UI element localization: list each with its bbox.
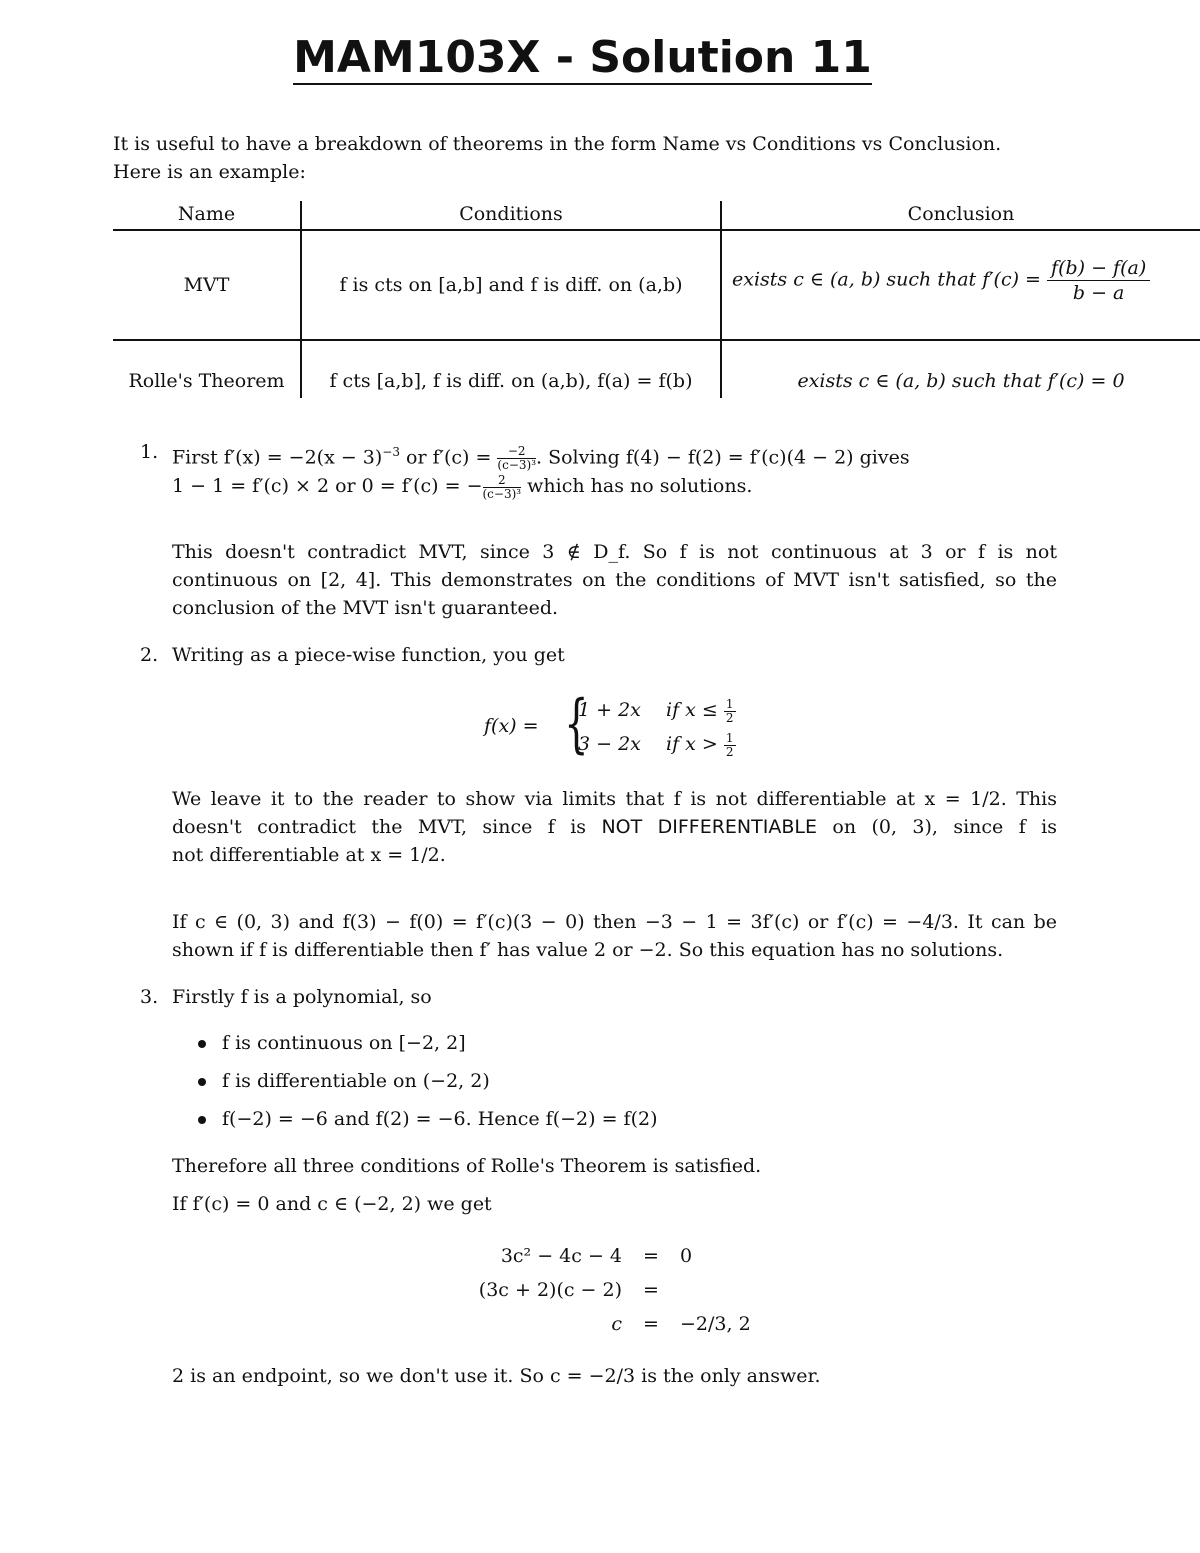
item-2-intro: Writing as a piece-wise function, you get [172, 644, 565, 666]
bullet-icon [198, 1040, 206, 1048]
emphasis-text: NOT DIFFERENTIABLE [601, 816, 817, 838]
mvt-fraction-numerator: f(b) − f(a) [1047, 256, 1150, 281]
table-header-conditions: Conditions [459, 203, 563, 225]
bullet-icon [198, 1078, 206, 1086]
item-2-para-2-line-2: shown if f is differentiable then f′ has value 2 or −2. So this equation has no solutions. [172, 939, 1004, 961]
table-cell-name: MVT [183, 274, 230, 296]
table-rule [113, 339, 1200, 341]
list-item: f is differentiable on (−2, 2) [222, 1070, 490, 1092]
text-run: . Solving f(4) − f(2) = f′(c)(4 − 2) gives [536, 446, 910, 469]
item-3-intro: Firstly f is a polynomial, so [172, 986, 432, 1008]
equation-operator: = [643, 1313, 659, 1335]
equation-lhs: c [611, 1313, 622, 1335]
inline-fraction [497, 445, 536, 472]
item-3-final: 2 is an endpoint, so we don't use it. So c = −2/3 is the only answer. [172, 1365, 821, 1387]
page-title: MAM103X - Solution 11 [293, 32, 872, 83]
text-run: or f′(c) = [400, 446, 498, 469]
text-run: which has no solutions. [521, 475, 753, 497]
inline-fraction [483, 474, 522, 501]
list-number: 1. [140, 441, 159, 463]
piecewise-cond-1 [666, 696, 736, 725]
list-item: f is continuous on [−2, 2] [222, 1032, 466, 1054]
equation-lhs: (3c + 2)(c − 2) [478, 1279, 622, 1301]
equation-operator: = [643, 1245, 659, 1267]
piecewise-cond-2 [666, 730, 736, 759]
equation-rhs: 0 [680, 1245, 693, 1267]
table-header-conclusion: Conclusion [907, 203, 1015, 225]
equation-rhs: −2/3, 2 [680, 1313, 751, 1335]
item-2-para-1-line-2 [172, 813, 1057, 841]
item-1-para-2-line-2: continuous on [2, 4]. This demonstrates on the conditions of MVT isn't satisfied, so the [172, 569, 1057, 591]
half-fraction [724, 732, 736, 759]
table-cell-conditions: f cts [a,b], f is diff. on (a,b), f(a) = f(b) [329, 370, 693, 392]
text-run: on (0, 3), since f is [816, 816, 1057, 838]
item-1-line-1 [172, 438, 910, 472]
intro-line-1: It is useful to have a breakdown of theorems in the form Name vs Conditions vs Conclusion. [113, 133, 1002, 155]
fraction-denominator: 2 [725, 710, 734, 725]
fraction-denominator: (c−3)³ [497, 457, 537, 472]
text-run: 1 − 1 = f′(c) × 2 or 0 = f′(c) = − [172, 475, 483, 497]
fraction-numerator: 1 [725, 730, 734, 745]
equation-lhs: 3c² − 4c − 4 [500, 1245, 622, 1267]
table-rule [113, 229, 1200, 231]
table-cell-conditions: f is cts on [a,b] and f is diff. on (a,b) [339, 274, 683, 296]
item-3-if-line: If f′(c) = 0 and c ∈ (−2, 2) we get [172, 1193, 492, 1215]
left-brace-icon: { [564, 687, 589, 761]
table-cell-conclusion: exists c ∈ (a, b) such that f′(c) = 0 [797, 370, 1125, 392]
item-1-para-2-line-1: This doesn't contradict MVT, since 3 ∉ D_f. So f is not continuous at 3 or f is not [172, 541, 1057, 563]
text-run: doesn't contradict the MVT, since f is [172, 816, 602, 838]
exponent: −3 [382, 445, 400, 459]
piecewise-case-2: 3 − 2x [578, 733, 641, 755]
intro-line-2: Here is an example: [113, 161, 306, 183]
condition-text: if x > [666, 733, 718, 755]
fraction-numerator: 1 [725, 696, 734, 711]
piecewise-case-1: 1 + 2x [578, 699, 641, 721]
equation-operator: = [643, 1279, 659, 1301]
fraction-denominator: (c−3)³ [482, 486, 522, 501]
mvt-fraction [1047, 256, 1150, 305]
item-2-para-1-line-3: not differentiable at x = 1/2. [172, 844, 446, 866]
item-2-para-2-line-1: If c ∈ (0, 3) and f(3) − f(0) = f′(c)(3 − 0) then −3 − 1 = 3f′(c) or f′(c) = −4/3. It can be [172, 911, 1057, 933]
list-number: 2. [140, 644, 159, 666]
item-3-therefore: Therefore all three conditions of Rolle's Theorem is satisfied. [172, 1155, 762, 1177]
bullet-icon [198, 1116, 206, 1124]
table-header-name: Name [177, 203, 236, 225]
half-fraction [724, 698, 736, 725]
fraction-numerator: −2 [497, 445, 536, 459]
list-number: 3. [140, 986, 159, 1008]
item-1-para-2-line-3: conclusion of the MVT isn't guaranteed. [172, 597, 559, 619]
condition-text: if x ≤ [666, 699, 718, 721]
item-2-para-1-line-1: We leave it to the reader to show via limits that f is not differentiable at x = 1/2. This [172, 788, 1057, 810]
item-1-line-2 [172, 472, 752, 501]
piecewise-lhs: f(x) = [484, 715, 539, 737]
text-run: First f′(x) = −2(x − 3) [172, 446, 383, 469]
fraction-numerator: 2 [483, 474, 522, 488]
fraction-denominator: 2 [725, 744, 734, 759]
table-cell-name: Rolle's Theorem [128, 370, 285, 392]
conclusion-text: exists c ∈ (a, b) such that f′(c) = [732, 268, 1041, 291]
table-cell-conclusion [732, 256, 1150, 305]
mvt-fraction-denominator: b − a [1072, 282, 1125, 304]
list-item: f(−2) = −6 and f(2) = −6. Hence f(−2) = f(2) [222, 1108, 658, 1130]
